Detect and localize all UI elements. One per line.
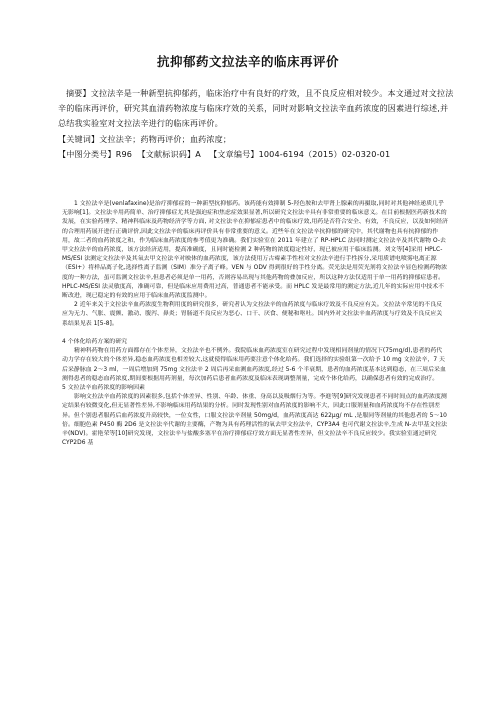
body-text xyxy=(62,200,448,448)
abstract-block xyxy=(58,86,456,162)
paragraph-2: 2 近年来关于文拉法辛血药浓度生物利用度的研究很多，研究者认为文拉法辛的血药浓度与临床疗效及不良反应有关。文拉法辛常见的不良反应为无力、气胀、震颤、激动、腹泻、鼻炎；胃肠道不良反应为恶心、口干、厌食、便秘和呕吐。国内外对文拉法辛血药浓度与疗效及不良反应关系结果见表 1[5-8]。 xyxy=(62,302,443,327)
paragraph-4: 精神科药物在用药方面都存在个体差异，文拉法辛也不例外。我院临床血药浓度室在研究过程中发现相同剂量的情况下(75mg/d),患者的药代动力学存在较大的个体差异,稳态血药浓度也相差较大,这就使得临床用药要注意个体化给药。我们选择的实验组第一次给予 10 mg 文拉法辛，7 天后采静脉血 2～3 ml，一周后增加到 75mg 文拉法辛 2 周后再采血测血药浓度,经过 5-6 个半衰期，患者的血药浓度基本达到稳态，在三周后采血测得患者的稳态血药浓度,期间要根据用药剂量，每次加药后患者血药浓度及临床表现调整剂量，完成个体化给药，以确保患者有效的完成治疗。 xyxy=(62,348,446,382)
paragraph-gap xyxy=(62,329,448,338)
article-id: 【文章编号】1004-6194（2015）02-0320-01 xyxy=(209,148,391,159)
paragraph-1: 1 文拉法辛是(venlafaxine)是治疗抑郁症的一种新型抗抑郁药。该药能有效抑制 5-羟色胺和去甲肾上腺素的再摄取,同时对其他神经递质几乎无影响[1]。文拉法辛用药简单、治疗抑郁症尤其是强迫症和焦虑症效果显著,所以研究文拉法辛具有非常重要的临床意义。在目前根据医药新技术的发展，在实验药理学、精神科临床及药物经济学等方面, 对文拉法辛在抑郁症患者中的临床疗效,用药是否符合安全、有效，不良反应，以及如何经济的合理用药展开进行正确评价,因此文拉法辛的临床再评价具有非常重要的意义。近些年在文拉法辛抗抑郁的研究中，其代谢物也具有抗抑郁的作用，故二者的血药浓度之和，作为临床血药浓度的参考值更为准确。我们实验室在 2011 年建立了 RP-HPLC 法同时测定文拉法辛及其代谢物 O-去甲文拉法辛的血药浓度，该方法经济适用，提高准确度，且同时能检测 2 种药物的浓度稳定性好，现已被应用于临床监测。刘文等[4]采用 HPLC-MS/ESI 法测定文拉法辛及其氧去甲文拉法辛对映体的血药浓度，该方法使用万古霉素手性柱对文拉法辛进行手性拆分,采用质谱电喷雾电离正源（ESI+）将样品离子化,选择性离子监测（SIM）准分子离子峰。VEN 与 ODV 得到很好的手性分离。荧光法是用荧光剂将文拉法辛显色检测药物浓度的一种方法，虽可监测文拉法辛,但患者必须是单一用药，否则容易出现与其他药物的叠加反应，所以这种方法仅适用于单一用药的抑郁症患者。HPLC-MS/ESI 法灵敏度高，准确可靠，但是临床应用费用过高，普通患者不能承受。而 HPLC 发是最常用的测定方法,近几年的实际应用中技术不断改进，现已稳定的有效的应用于临床血药浓度监测中。 xyxy=(62,201,448,300)
summary-text: 文拉法辛是一种新型抗抑郁药，临床治疗中有良好的疗效，且不良反应相对较少。本文通过对文拉法辛的临床再评价，研究其血清药物浓度与临床疗效的关系，同时对影响文拉法辛血药浓度的因素进行综述,并总结我实验室对文拉法辛进行的临床再评价。 xyxy=(58,88,454,129)
abstract-meta xyxy=(58,147,456,162)
classification-number: 【中图分类号】R96 xyxy=(58,148,133,159)
abstract-summary xyxy=(58,86,456,132)
keywords-label: 【关键词】 xyxy=(58,133,100,144)
section-heading-5: 5 文拉法辛血药浓度的影响因素 xyxy=(62,385,145,392)
section-heading-4: 4 个体化给药方案的研究 xyxy=(62,339,128,346)
keywords-text: 文拉法辛；药物再评价；血药浓度； xyxy=(99,133,232,144)
document-code: 【文献标识码】A xyxy=(137,148,201,159)
paper-title: 抗抑郁药文拉法辛的临床再评价 xyxy=(156,54,339,69)
summary-label: 摘要】 xyxy=(66,88,91,98)
abstract-keywords xyxy=(58,132,456,147)
paragraph-5: 影响文拉法辛血药浓度的因素很多,包括个体差异、性别、年龄、体重、身高以及吸烟行为等。李進等[9]研究发现患者不同时间点的血药浓度测定结果有较微变化,但无显著性差异,不影响临床用药结果的分析。同时发现性别对血药浓度的影响不大，因此口服剂量和血药浓度均不存在性别差异。但个别患者服药后血药浓度升高较快，一位女性，口服文拉法辛剂量 50mg/d，血药浓度高达 622μg/ mL ,是服同等剂量的其他患者的 5～10 倍。细胞色素 P450 酶 2D6 是文拉法辛代谢的主要酶，产物为具有药理活性的氧去甲文拉法辛，CYP3A4 也可代谢文拉法辛,生成 N-去甲基文拉法辛(NDV)。霍艳荣等[10]研究发现，文拉法辛与盐酸多塞平在治疗抑郁症疗效方面无显著性差异，但文拉法辛不良反应较少。我实验室通过研究 CYP2D6 基 xyxy=(62,394,448,447)
